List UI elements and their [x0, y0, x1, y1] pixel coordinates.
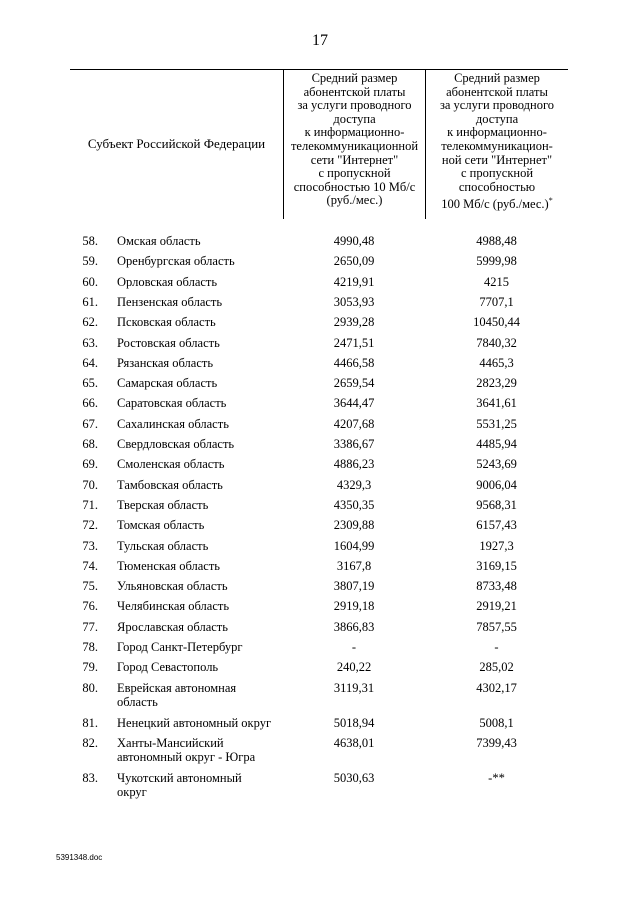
price-10mbps: 2471,51	[333, 335, 375, 350]
header-line: с пропускной	[460, 166, 534, 181]
region-name-line: Тамбовская область	[117, 477, 223, 492]
price-10mbps: 4990,48	[333, 234, 375, 248]
row-number: 74.	[82, 558, 98, 573]
price-100mbps: 4465,3	[479, 355, 514, 370]
region-name-line: Тверская область	[117, 497, 209, 512]
price-10mbps: 3167,8	[336, 558, 372, 573]
header-line: телекоммуникационной	[290, 138, 419, 153]
region-name	[117, 396, 282, 410]
region-name-line: Омская область	[117, 234, 201, 248]
price-10mbps: 5018,94	[333, 715, 375, 730]
region-name-line: округ	[117, 784, 147, 799]
row-number: 66.	[82, 396, 98, 411]
region-name	[117, 599, 282, 613]
row-number: 73.	[82, 538, 98, 553]
region-name	[117, 376, 282, 390]
price-100mbps: 6157,43	[476, 518, 517, 533]
region-name	[117, 539, 282, 553]
region-name-line: Рязанская область	[117, 355, 214, 370]
header-subject: Субъект Российской Федерации	[87, 136, 266, 151]
region-name-line: Еврейская автономная	[117, 680, 237, 695]
price-100mbps: 4988,48	[476, 234, 517, 248]
region-name	[117, 681, 282, 709]
price-100mbps: 5243,69	[476, 457, 517, 472]
region-name	[117, 275, 282, 289]
region-name	[117, 716, 282, 730]
price-100mbps: 7857,55	[476, 619, 517, 634]
region-name-line: автономный округ - Югра	[117, 749, 256, 764]
row-number: 65.	[82, 376, 98, 391]
row-number: 64.	[82, 355, 98, 370]
region-name-line: Ярославская область	[117, 619, 228, 634]
header-line: сети "Интернет"	[310, 152, 399, 167]
price-10mbps: 2939,28	[333, 315, 375, 330]
price-10mbps: 2309,88	[333, 518, 375, 533]
price-100mbps: 9568,31	[476, 497, 517, 512]
header-line: способностью 10 Мб/с	[293, 179, 416, 194]
row-number: 61.	[82, 294, 98, 309]
region-name-line: Оренбургская область	[117, 254, 235, 269]
region-name	[117, 771, 282, 799]
row-number: 71.	[82, 497, 98, 512]
price-100mbps: 4302,17	[476, 680, 517, 695]
price-100mbps: 4215	[484, 274, 509, 289]
price-10mbps: 4638,01	[333, 735, 375, 750]
region-name	[117, 660, 282, 674]
row-number: 63.	[82, 335, 98, 350]
price-100mbps: 3641,61	[476, 396, 517, 411]
price-100mbps: 7707,1	[479, 294, 514, 309]
price-100mbps: 2919,21	[476, 599, 517, 614]
header-line: доступа	[475, 111, 519, 126]
price-10mbps: 3807,19	[333, 579, 375, 594]
price-10mbps: 3053,93	[333, 294, 375, 309]
row-number: 62.	[82, 315, 98, 330]
row-number: 81.	[82, 715, 98, 730]
price-100mbps: 2823,29	[476, 376, 517, 391]
header-col-100mbps	[425, 69, 568, 219]
price-10mbps: -	[351, 640, 357, 654]
price-100mbps: 1927,3	[479, 538, 514, 553]
row-number: 70.	[82, 477, 98, 492]
header-line: за услуги проводного	[297, 98, 412, 113]
region-name	[117, 437, 282, 451]
region-name-line: Псковская область	[117, 315, 216, 330]
region-name	[117, 417, 282, 431]
region-name-line: Пензенская область	[117, 294, 223, 309]
header-line: Средний размер	[311, 71, 398, 85]
price-10mbps: 2659,54	[333, 376, 375, 391]
price-100mbps: 5531,25	[476, 416, 517, 431]
row-number: 68.	[82, 437, 98, 451]
region-name-line: Тюменская область	[117, 558, 220, 573]
region-name	[117, 457, 282, 471]
price-10mbps: 3644,47	[333, 396, 375, 411]
price-100mbps: 9006,04	[476, 477, 517, 492]
row-number: 79.	[82, 660, 98, 675]
price-10mbps: 240,22	[336, 660, 372, 675]
price-10mbps: 4329,3	[336, 477, 372, 492]
price-10mbps: 3386,67	[333, 437, 375, 451]
price-100mbps: 7399,43	[476, 735, 517, 750]
header-line: к информационно-	[304, 125, 405, 140]
region-name	[117, 498, 282, 512]
row-number: 82.	[82, 735, 98, 750]
region-name-line: Чукотский автономный	[117, 770, 242, 785]
header-line: с пропускной	[318, 166, 391, 181]
price-10mbps: 3119,31	[333, 680, 375, 695]
price-10mbps: 2650,09	[333, 254, 375, 269]
header-line: 100 Мб/с (руб./мес.)*	[441, 196, 553, 212]
region-name	[117, 254, 282, 268]
price-100mbps: -	[494, 640, 499, 654]
header-line: ной сети "Интернет"	[441, 152, 553, 167]
region-name-line: Самарская область	[117, 376, 218, 391]
region-name-line: Ненецкий автономный округ	[117, 715, 272, 730]
table-header	[70, 69, 568, 219]
row-number: 69.	[82, 457, 98, 472]
header-line: абонентской платы	[446, 84, 548, 99]
price-10mbps: 4886,23	[333, 457, 375, 472]
region-name	[117, 478, 282, 492]
region-name-line: Город Севастополь	[117, 660, 219, 675]
row-number: 59.	[82, 254, 98, 269]
region-name	[117, 518, 282, 532]
page-number: 17	[312, 32, 328, 49]
region-name-line: Ханты-Мансийский	[117, 735, 224, 750]
region-name-line: область	[117, 694, 158, 709]
price-10mbps: 2919,18	[333, 599, 375, 614]
region-name	[117, 356, 282, 370]
price-100mbps: 10450,44	[473, 315, 520, 330]
row-number: 83.	[82, 770, 98, 785]
region-name-line: Сахалинская область	[117, 416, 229, 431]
row-number: 58.	[82, 234, 98, 248]
row-number: 67.	[82, 416, 98, 431]
price-10mbps: 4207,68	[333, 416, 375, 431]
header-line: к информационно-	[447, 125, 547, 140]
region-name	[117, 315, 282, 329]
region-name-line: Томская область	[117, 518, 205, 533]
price-100mbps: 8733,48	[476, 579, 517, 594]
price-100mbps: 5008,1	[479, 715, 514, 730]
price-100mbps: 7840,32	[476, 335, 517, 350]
region-name	[117, 336, 282, 350]
region-name-line: Ульяновская область	[117, 579, 228, 594]
region-name-line: Город Санкт-Петербург	[117, 640, 243, 654]
header-col-10mbps	[283, 69, 425, 219]
row-number: 77.	[82, 619, 98, 634]
price-10mbps: 4219,91	[333, 274, 375, 289]
region-name	[117, 640, 282, 654]
region-name-line: Ростовская область	[117, 335, 220, 350]
header-line: доступа	[333, 111, 376, 126]
region-name-line: Челябинская область	[117, 599, 230, 614]
region-name	[117, 620, 282, 634]
row-number: 78.	[82, 640, 98, 654]
price-10mbps: 5030,63	[333, 770, 375, 785]
region-name-line: Саратовская область	[117, 396, 227, 411]
row-number: 80.	[82, 680, 98, 695]
region-name	[117, 736, 282, 764]
price-10mbps: 1604,99	[333, 538, 375, 553]
price-100mbps: 285,02	[479, 660, 514, 675]
price-100mbps: 4485,94	[476, 437, 517, 451]
header-line: способностью	[458, 179, 536, 194]
header-line: (руб./мес.)	[326, 193, 383, 208]
header-line: абонентской платы	[303, 84, 406, 99]
row-number: 75.	[82, 579, 98, 594]
header-line: Средний размер	[454, 71, 540, 85]
footnote-marker: *	[548, 196, 553, 206]
region-name-line: Тульская область	[117, 538, 209, 553]
region-name-line: Смоленская область	[117, 457, 225, 472]
price-10mbps: 4350,35	[333, 497, 375, 512]
row-number: 76.	[82, 599, 98, 614]
region-name	[117, 234, 282, 248]
footer-filename: 5391348.doc	[56, 853, 103, 862]
price-10mbps: 4466,58	[333, 355, 375, 370]
row-number: 60.	[82, 274, 98, 289]
price-100mbps: 5999,98	[476, 254, 517, 269]
price-10mbps: 3866,83	[333, 619, 375, 634]
region-name	[117, 579, 282, 593]
region-name-line: Свердловская область	[117, 437, 235, 451]
header-line: телекоммуникацион-	[441, 138, 553, 153]
region-name	[117, 295, 282, 309]
region-name-line: Орловская область	[117, 274, 218, 289]
price-100mbps: -**	[488, 770, 505, 785]
header-line: за услуги проводного	[439, 98, 555, 113]
region-name	[117, 559, 282, 573]
price-100mbps: 3169,15	[476, 558, 517, 573]
row-number: 72.	[82, 518, 98, 533]
